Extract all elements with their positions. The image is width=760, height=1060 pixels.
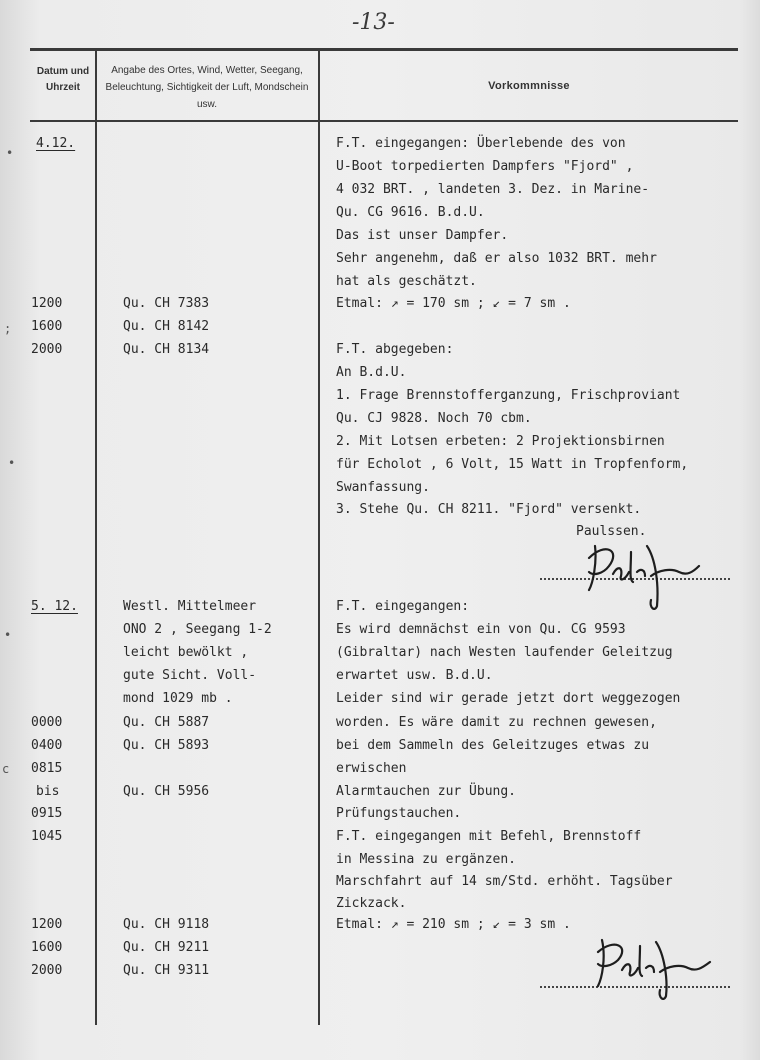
weather-line: leicht bewölkt , [123, 645, 249, 660]
event-line: erwischen [336, 761, 407, 776]
time-entry: 2000 [31, 342, 63, 357]
event-line: F.T. eingegangen mit Befehl, Brennstoff [336, 829, 642, 844]
time-entry: 0000 [31, 715, 63, 730]
event-line: Es wird demnächst ein von Qu. CG 9593 [336, 622, 626, 637]
time-entry: 2000 [31, 963, 63, 978]
event-line: An B.d.U. [336, 365, 407, 380]
position-entry: Qu. CH 8134 [123, 342, 210, 357]
position-entry: Qu. CH 5893 [123, 738, 210, 753]
position-entry: Qu. CH 5956 [123, 784, 210, 799]
margin-mark: ; [4, 322, 12, 336]
header-date-time: Datum und Uhrzeit [36, 66, 90, 93]
header-rule [30, 120, 738, 122]
time-entry: 1600 [31, 319, 63, 334]
weather-line: gute Sicht. Voll- [123, 668, 257, 683]
date-5-12: 5. 12. [31, 599, 78, 614]
event-line: Das ist unser Dampfer. [336, 228, 509, 243]
event-line: 2. Mit Lotsen erbeten: 2 Projektionsbirnen [336, 434, 665, 449]
event-line: F.T. eingegangen: [336, 599, 470, 614]
position-entry: Qu. CH 5887 [123, 715, 210, 730]
event-line: 3. Stehe Qu. CH 8211. "Fjord" versenkt. [336, 502, 642, 517]
event-line: Qu. CG 9616. B.d.U. [336, 205, 485, 220]
event-line: Zickzack. [336, 896, 407, 911]
column-divider-2 [318, 50, 320, 1025]
event-line: F.T. abgegeben: [336, 342, 454, 357]
event-line: hat als geschätzt. [336, 274, 477, 289]
time-entry: 0915 [31, 806, 63, 821]
event-line: U-Boot torpedierten Dampfers "Fjord" , [336, 159, 634, 174]
position-entry: Qu. CH 7383 [123, 296, 210, 311]
event-line: erwartet usw. B.d.U. [336, 668, 493, 683]
position-entry: Qu. CH 9118 [123, 917, 210, 932]
margin-mark: • [8, 456, 16, 470]
event-line: bei dem Sammeln des Geleitzuges etwas zu [336, 738, 650, 753]
time-entry: 0400 [31, 738, 63, 753]
time-entry: 1200 [31, 296, 63, 311]
weather-line: ONO 2 , Seegang 1-2 [123, 622, 272, 637]
event-line: Sehr angenehm, daß er also 1032 BRT. mehr [336, 251, 657, 266]
date-4-12: 4.12. [36, 136, 76, 151]
event-line: (Gibraltar) nach Westen laufender Geleitzug [336, 645, 673, 660]
etmal-line: Etmal: ↗ = 210 sm ; ↙ = 3 sm . [336, 917, 571, 932]
signature-typed: Paulssen. [576, 524, 647, 539]
event-line: Marschfahrt auf 14 sm/Std. erhöht. Tagsüber [336, 874, 673, 889]
etmal-line: Etmal: ↗ = 170 sm ; ↙ = 7 sm . [336, 296, 571, 311]
position-entry: Qu. CH 9311 [123, 963, 210, 978]
weather-line: Westl. Mittelmeer [123, 599, 257, 614]
time-entry: 0815 [31, 761, 63, 776]
event-line: für Echolot , 6 Volt, 15 Watt in Tropfenform, [336, 457, 689, 472]
position-entry: Qu. CH 8142 [123, 319, 210, 334]
position-entry: Qu. CH 9211 [123, 940, 210, 955]
time-entry: 1200 [31, 917, 63, 932]
event-line: 1. Frage Brennstofferganzung, Frischproviant [336, 388, 681, 403]
event-line: Leider sind wir gerade jetzt dort weggezogen [336, 691, 681, 706]
event-line: F.T. eingegangen: Überlebende des von [336, 136, 626, 151]
event-line: Qu. CJ 9828. Noch 70 cbm. [336, 411, 532, 426]
page-number: -13- [352, 10, 395, 35]
event-line: Swanfassung. [336, 480, 430, 495]
header-events: Vorkommnisse [488, 80, 570, 92]
event-line: worden. Es wäre damit zu rechnen gewesen, [336, 715, 657, 730]
margin-mark: • [6, 146, 14, 160]
event-line: Prüfungstauchen. [336, 806, 462, 821]
event-line: 4 032 BRT. , landeten 3. Dez. in Marine- [336, 182, 650, 197]
margin-mark: c [2, 762, 10, 776]
header-location-weather: Angabe des Ortes, Wind, Wetter, Seegang, Beleuchtung, Sichtigkeit der Luft, Mondschein usw. [105, 65, 309, 110]
time-entry: bis [36, 784, 60, 799]
time-entry: 1600 [31, 940, 63, 955]
top-rule [30, 48, 738, 51]
handwritten-signature [590, 930, 720, 1004]
event-line: in Messina zu ergänzen. [336, 852, 517, 867]
column-divider-1 [95, 50, 97, 1025]
weather-line: mond 1029 mb . [123, 691, 233, 706]
margin-mark: • [4, 628, 12, 642]
time-entry: 1045 [31, 829, 63, 844]
event-line: Alarmtauchen zur Übung. [336, 784, 517, 799]
